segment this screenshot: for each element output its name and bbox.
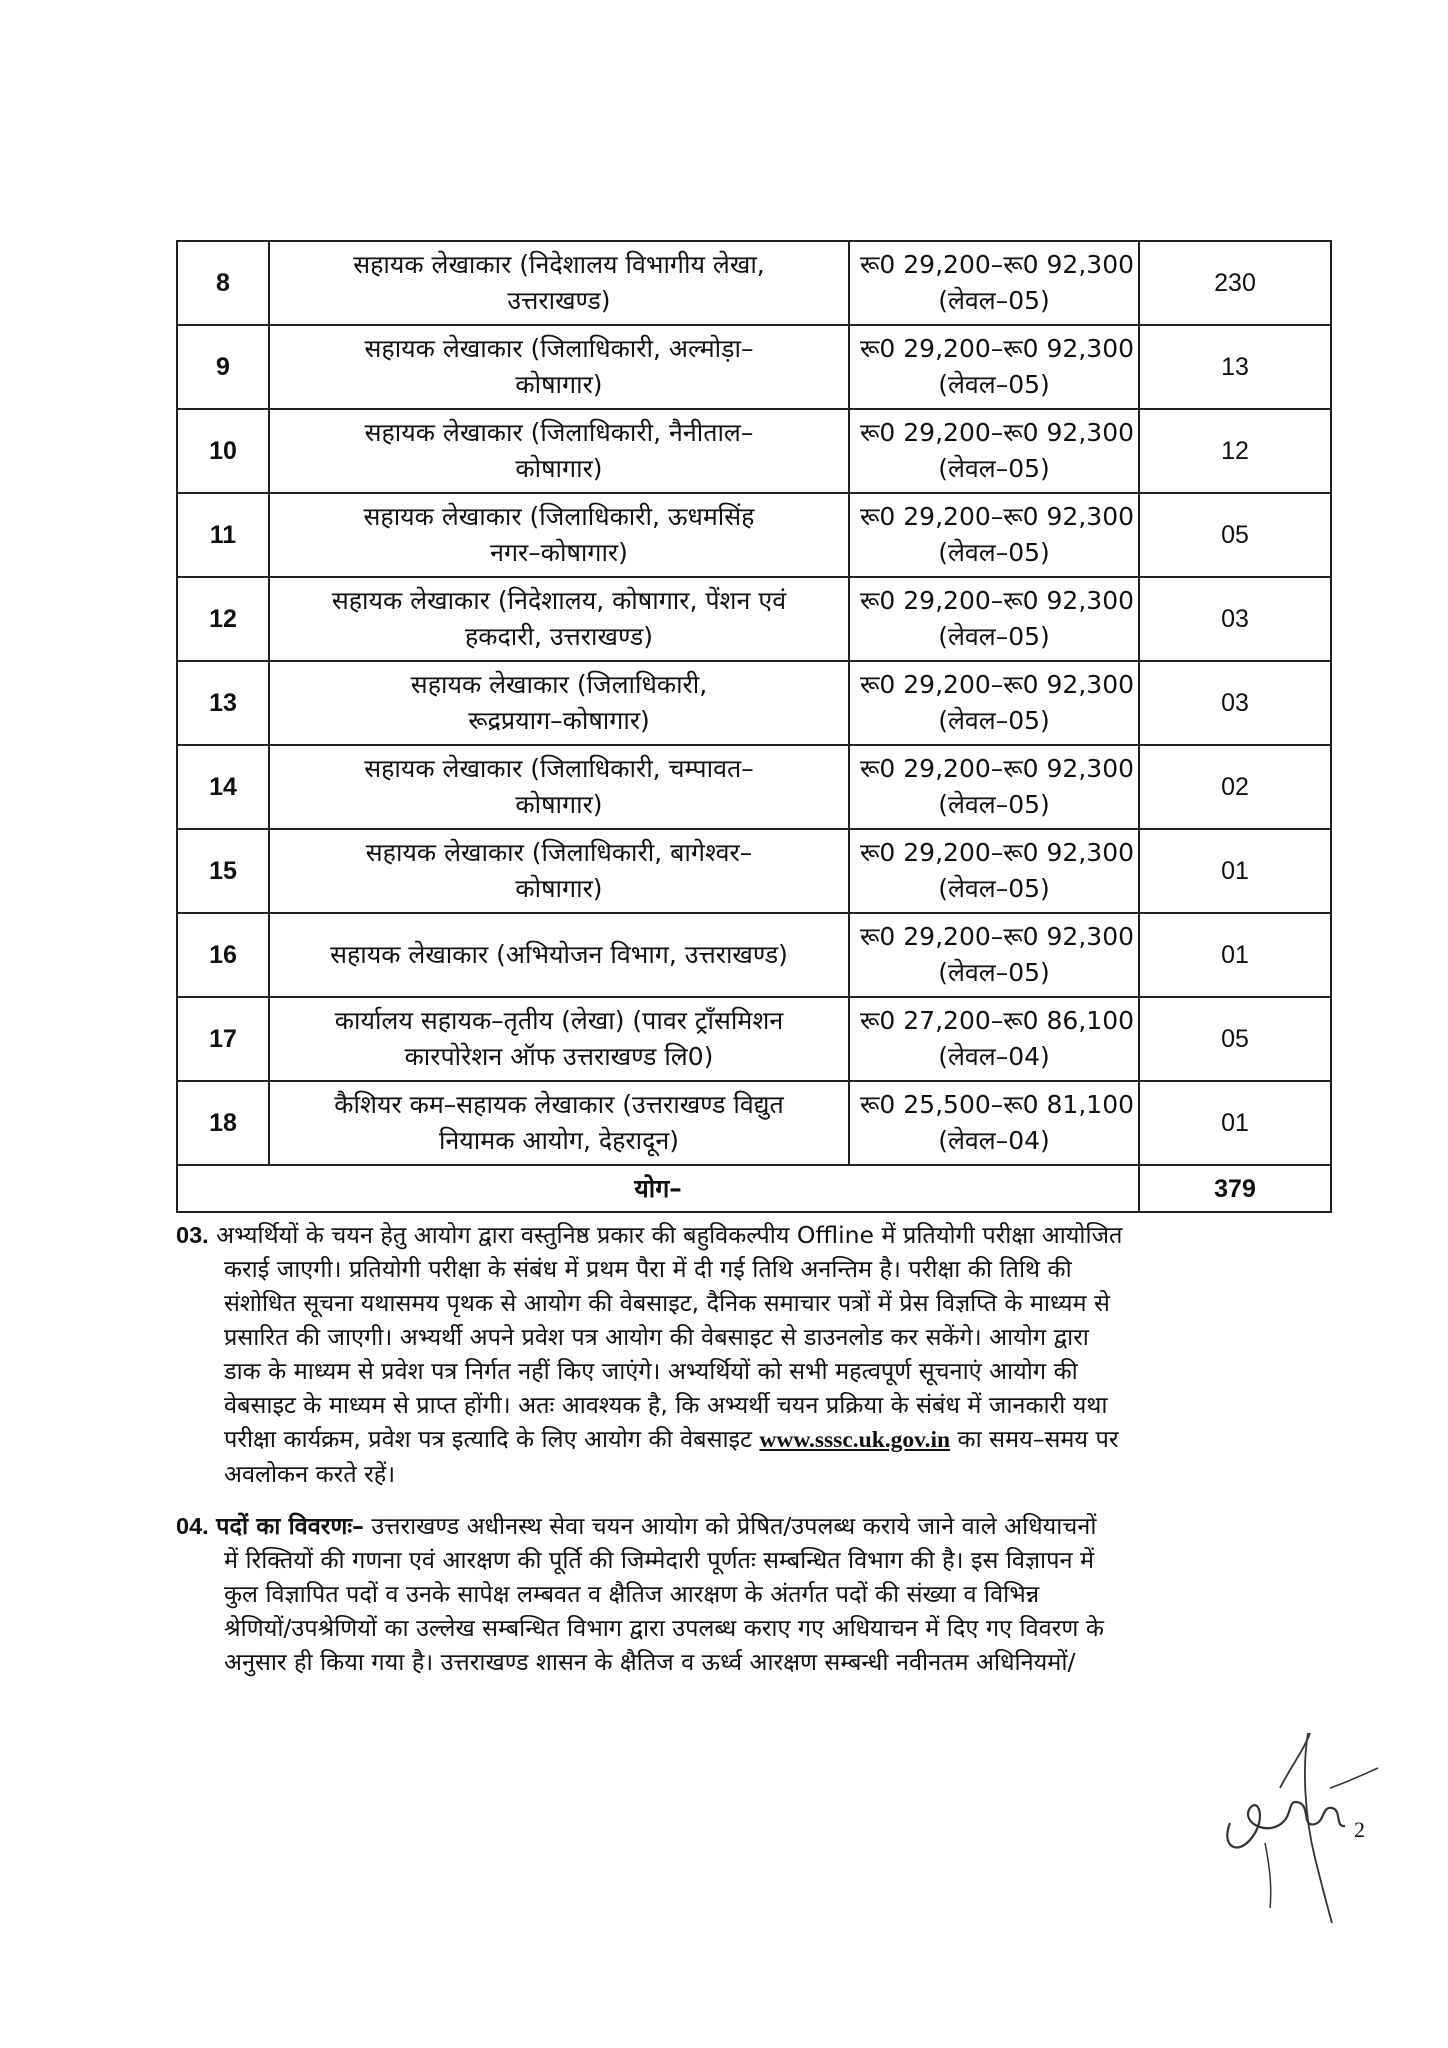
total-label: योग– xyxy=(177,1165,1139,1212)
post-name-line: कोषागार) xyxy=(515,790,603,819)
pay-scale-cell xyxy=(849,577,1139,661)
pay-scale-line: रू0 29,200–रू0 92,300 xyxy=(860,502,1135,531)
pay-scale-line: (लेवल–05) xyxy=(938,874,1050,903)
pay-scale-line: (लेवल–05) xyxy=(938,790,1050,819)
table-row xyxy=(177,1081,1331,1165)
pay-scale-line: (लेवल–04) xyxy=(938,1042,1050,1071)
paragraph-04 xyxy=(176,1509,1336,1679)
table-row xyxy=(177,241,1331,325)
paragraph-line xyxy=(176,1509,1336,1543)
post-name-cell xyxy=(269,661,849,745)
pay-scale-line: रू0 25,500–रू0 81,100 xyxy=(860,1090,1135,1119)
post-name-line: सहायक लेखाकार (जिलाधिकारी, बागेश्वर– xyxy=(365,838,753,867)
pay-scale-cell xyxy=(849,325,1139,409)
website-link[interactable]: www.sssc.uk.gov.in xyxy=(759,1427,951,1453)
post-name-cell xyxy=(269,493,849,577)
post-count-cell: 05 xyxy=(1139,997,1331,1081)
post-count-cell: 03 xyxy=(1139,661,1331,745)
pay-scale-line: रू0 27,200–रू0 86,100 xyxy=(860,1006,1135,1035)
post-count-cell: 05 xyxy=(1139,493,1331,577)
post-name-cell xyxy=(269,913,849,997)
post-count-cell: 12 xyxy=(1139,409,1331,493)
table-row xyxy=(177,745,1331,829)
pay-scale-line: (लेवल–05) xyxy=(938,370,1050,399)
post-name-cell xyxy=(269,325,849,409)
post-count-cell: 01 xyxy=(1139,1081,1331,1165)
paragraph-line: प्रसारित की जाएगी। अभ्यर्थी अपने प्रवेश पत्र आयोग की वेबसाइट से डाउनलोड कर सकेंगे। आयोग द्वारा xyxy=(224,1323,1089,1351)
paragraph-text: परीक्षा कार्यक्रम, प्रवेश पत्र इत्यादि के लिए आयोग की वेबसाइट xyxy=(224,1425,760,1453)
post-name-line: कैशियर कम–सहायक लेखाकार (उत्तराखण्ड विद्युत xyxy=(334,1090,784,1119)
serial-number-cell: 15 xyxy=(177,829,269,913)
table-row xyxy=(177,325,1331,409)
pay-scale-cell xyxy=(849,493,1139,577)
pay-scale-line: रू0 29,200–रू0 92,300 xyxy=(860,334,1135,363)
post-name-line: कोषागार) xyxy=(515,370,603,399)
post-name-line: सहायक लेखाकार (जिलाधिकारी, चम्पावत– xyxy=(364,754,754,783)
paragraph-line: कुल विज्ञापित पदों व उनके सापेक्ष लम्बवत व क्षैतिज आरक्षण के अंतर्गत पदों की संख्या व विभिन्न xyxy=(224,1580,1040,1608)
pay-scale-cell xyxy=(849,661,1139,745)
paragraph-text: उत्तराखण्ड अधीनस्थ सेवा चयन आयोग को प्रेषित/उपलब्ध कराये जाने वाले अधियाचनों xyxy=(363,1512,1097,1540)
serial-number-cell: 9 xyxy=(177,325,269,409)
post-name-line: सहायक लेखाकार (जिलाधिकारी, xyxy=(410,670,708,699)
serial-number-cell: 18 xyxy=(177,1081,269,1165)
pay-scale-line: रू0 29,200–रू0 92,300 xyxy=(860,838,1135,867)
post-count-cell: 13 xyxy=(1139,325,1331,409)
paragraph-line: श्रेणियों/उपश्रेणियों का उल्लेख सम्बन्धित विभाग द्वारा उपलब्ध कराए गए अधियाचन में दिए गए विवरण के xyxy=(224,1614,1104,1642)
pay-scale-line: रू0 29,200–रू0 92,300 xyxy=(860,922,1135,951)
paragraph-number: 03. xyxy=(176,1222,209,1248)
post-name-line: नियामक आयोग, देहरादून) xyxy=(438,1126,680,1155)
serial-number-cell: 11 xyxy=(177,493,269,577)
post-name-cell xyxy=(269,1081,849,1165)
post-name-line: रूद्रप्रयाग–कोषागार) xyxy=(468,706,650,735)
pay-scale-cell xyxy=(849,745,1139,829)
pay-scale-cell xyxy=(849,409,1139,493)
paragraph-line: अनुसार ही किया गया है। उत्तराखण्ड शासन के क्षैतिज व ऊर्ध्व आरक्षण सम्बन्धी नवीनतम अधिनियमों/ xyxy=(224,1648,1076,1676)
post-name-line: उत्तराखण्ड) xyxy=(507,286,611,315)
serial-number-cell: 16 xyxy=(177,913,269,997)
paragraph-line xyxy=(176,1422,1336,1457)
pay-scale-line: (लेवल–05) xyxy=(938,286,1050,315)
post-name-cell xyxy=(269,577,849,661)
post-name-line: सहायक लेखाकार (जिलाधिकारी, अल्मोड़ा– xyxy=(364,334,754,363)
posts-table xyxy=(176,240,1332,1213)
paragraph-text: का समय–समय पर xyxy=(950,1425,1119,1453)
table-row xyxy=(177,913,1331,997)
paragraph-03 xyxy=(176,1218,1336,1491)
paragraph-line: अवलोकन करते रहें। xyxy=(224,1460,396,1488)
post-name-line: सहायक लेखाकार (जिलाधिकारी, नैनीताल– xyxy=(364,418,754,447)
pay-scale-line: (लेवल–05) xyxy=(938,706,1050,735)
paragraph-line xyxy=(176,1218,1336,1252)
pay-scale-line: (लेवल–05) xyxy=(938,538,1050,567)
paragraph-line: संशोधित सूचना यथासमय पृथक से आयोग की वेबसाइट, दैनिक समाचार पत्रों में प्रेस विज्ञप्ति के माध्यम से xyxy=(224,1289,1110,1317)
pay-scale-cell xyxy=(849,829,1139,913)
pay-scale-cell xyxy=(849,241,1139,325)
serial-number-cell: 10 xyxy=(177,409,269,493)
post-count-cell: 230 xyxy=(1139,241,1331,325)
pay-scale-line: (लेवल–05) xyxy=(938,958,1050,987)
post-name-line: कोषागार) xyxy=(515,874,603,903)
table-row xyxy=(177,661,1331,745)
paragraph-line: में रिक्तियों की गणना एवं आरक्षण की पूर्ति की जिम्मेदारी पूर्णतः सम्बन्धित विभाग की है। इस विज्ञापन में xyxy=(224,1546,1095,1574)
post-name-cell xyxy=(269,829,849,913)
table-row xyxy=(177,829,1331,913)
paragraph-number: 04. xyxy=(176,1513,209,1539)
post-name-line: नगर–कोषागार) xyxy=(490,538,628,567)
post-count-cell: 03 xyxy=(1139,577,1331,661)
post-name-line: कार्यालय सहायक–तृतीय (लेखा) (पावर ट्रॉंसमिशन xyxy=(334,1006,784,1035)
post-count-cell: 02 xyxy=(1139,745,1331,829)
pay-scale-cell xyxy=(849,1081,1139,1165)
pay-scale-line: रू0 29,200–रू0 92,300 xyxy=(860,586,1135,615)
post-count-cell: 01 xyxy=(1139,913,1331,997)
table-row xyxy=(177,409,1331,493)
pay-scale-line: रू0 29,200–रू0 92,300 xyxy=(860,670,1135,699)
total-value: 379 xyxy=(1139,1165,1331,1212)
pay-scale-line: रू0 29,200–रू0 92,300 xyxy=(860,418,1135,447)
post-name-cell xyxy=(269,241,849,325)
serial-number-cell: 13 xyxy=(177,661,269,745)
total-row xyxy=(177,1165,1331,1212)
post-name-line: सहायक लेखाकार (निदेशालय, कोषागार, पेंशन एवं xyxy=(331,586,787,615)
post-name-line: कोषागार) xyxy=(515,454,603,483)
paragraph-line: कराई जाएगी। प्रतियोगी परीक्षा के संबंध में प्रथम पैरा में दी गई तिथि अनन्तिम है। परीक्षा की तिथि की xyxy=(224,1255,1072,1283)
pay-scale-line: रू0 29,200–रू0 92,300 xyxy=(860,250,1135,279)
pay-scale-line: (लेवल–05) xyxy=(938,454,1050,483)
post-name-line: हकदारी, उत्तराखण्ड) xyxy=(465,622,653,651)
pay-scale-line: (लेवल–05) xyxy=(938,622,1050,651)
serial-number-cell: 17 xyxy=(177,997,269,1081)
post-name-line: सहायक लेखाकार (निदेशालय विभागीय लेखा, xyxy=(353,250,765,279)
serial-number-cell: 8 xyxy=(177,241,269,325)
posts-table-body xyxy=(177,241,1331,1212)
page-number: 2 xyxy=(1354,1817,1365,1842)
pay-scale-line: (लेवल–04) xyxy=(938,1126,1050,1155)
post-name-line: सहायक लेखाकार (अभियोजन विभाग, उत्तराखण्ड) xyxy=(330,940,788,969)
table-row xyxy=(177,577,1331,661)
pay-scale-cell xyxy=(849,997,1139,1081)
post-name-line: कारपोरेशन ऑफ उत्तराखण्ड लि0) xyxy=(404,1042,714,1071)
paragraph-line: डाक के माध्यम से प्रवेश पत्र निर्गत नहीं किए जाएंगे। अभ्यर्थियों को सभी महत्वपूर्ण सूचनाएं आयोग की xyxy=(224,1357,1078,1385)
post-name-cell xyxy=(269,745,849,829)
post-name-cell xyxy=(269,409,849,493)
post-count-cell: 01 xyxy=(1139,829,1331,913)
pay-scale-line: रू0 29,200–रू0 92,300 xyxy=(860,754,1135,783)
table-row xyxy=(177,997,1331,1081)
post-name-cell xyxy=(269,997,849,1081)
serial-number-cell: 14 xyxy=(177,745,269,829)
paragraph-text: अभ्यर्थियों के चयन हेतु आयोग द्वारा वस्तुनिष्ठ प्रकार की बहुविकल्पीय Offline में प्रतियोगी परीक्षा आयोजित xyxy=(216,1221,1123,1249)
paragraph-line: वेबसाइट के माध्यम से प्राप्त होंगी। अतः आवश्यक है, कि अभ्यर्थी चयन प्रक्रिया के संबंध में जानकारी यथा xyxy=(224,1391,1108,1419)
pay-scale-cell xyxy=(849,913,1139,997)
post-name-line: सहायक लेखाकार (जिलाधिकारी, ऊधमसिंह xyxy=(363,502,755,531)
paragraph-heading: पदों का विवरणः– xyxy=(216,1512,364,1540)
table-row xyxy=(177,493,1331,577)
serial-number-cell: 12 xyxy=(177,577,269,661)
